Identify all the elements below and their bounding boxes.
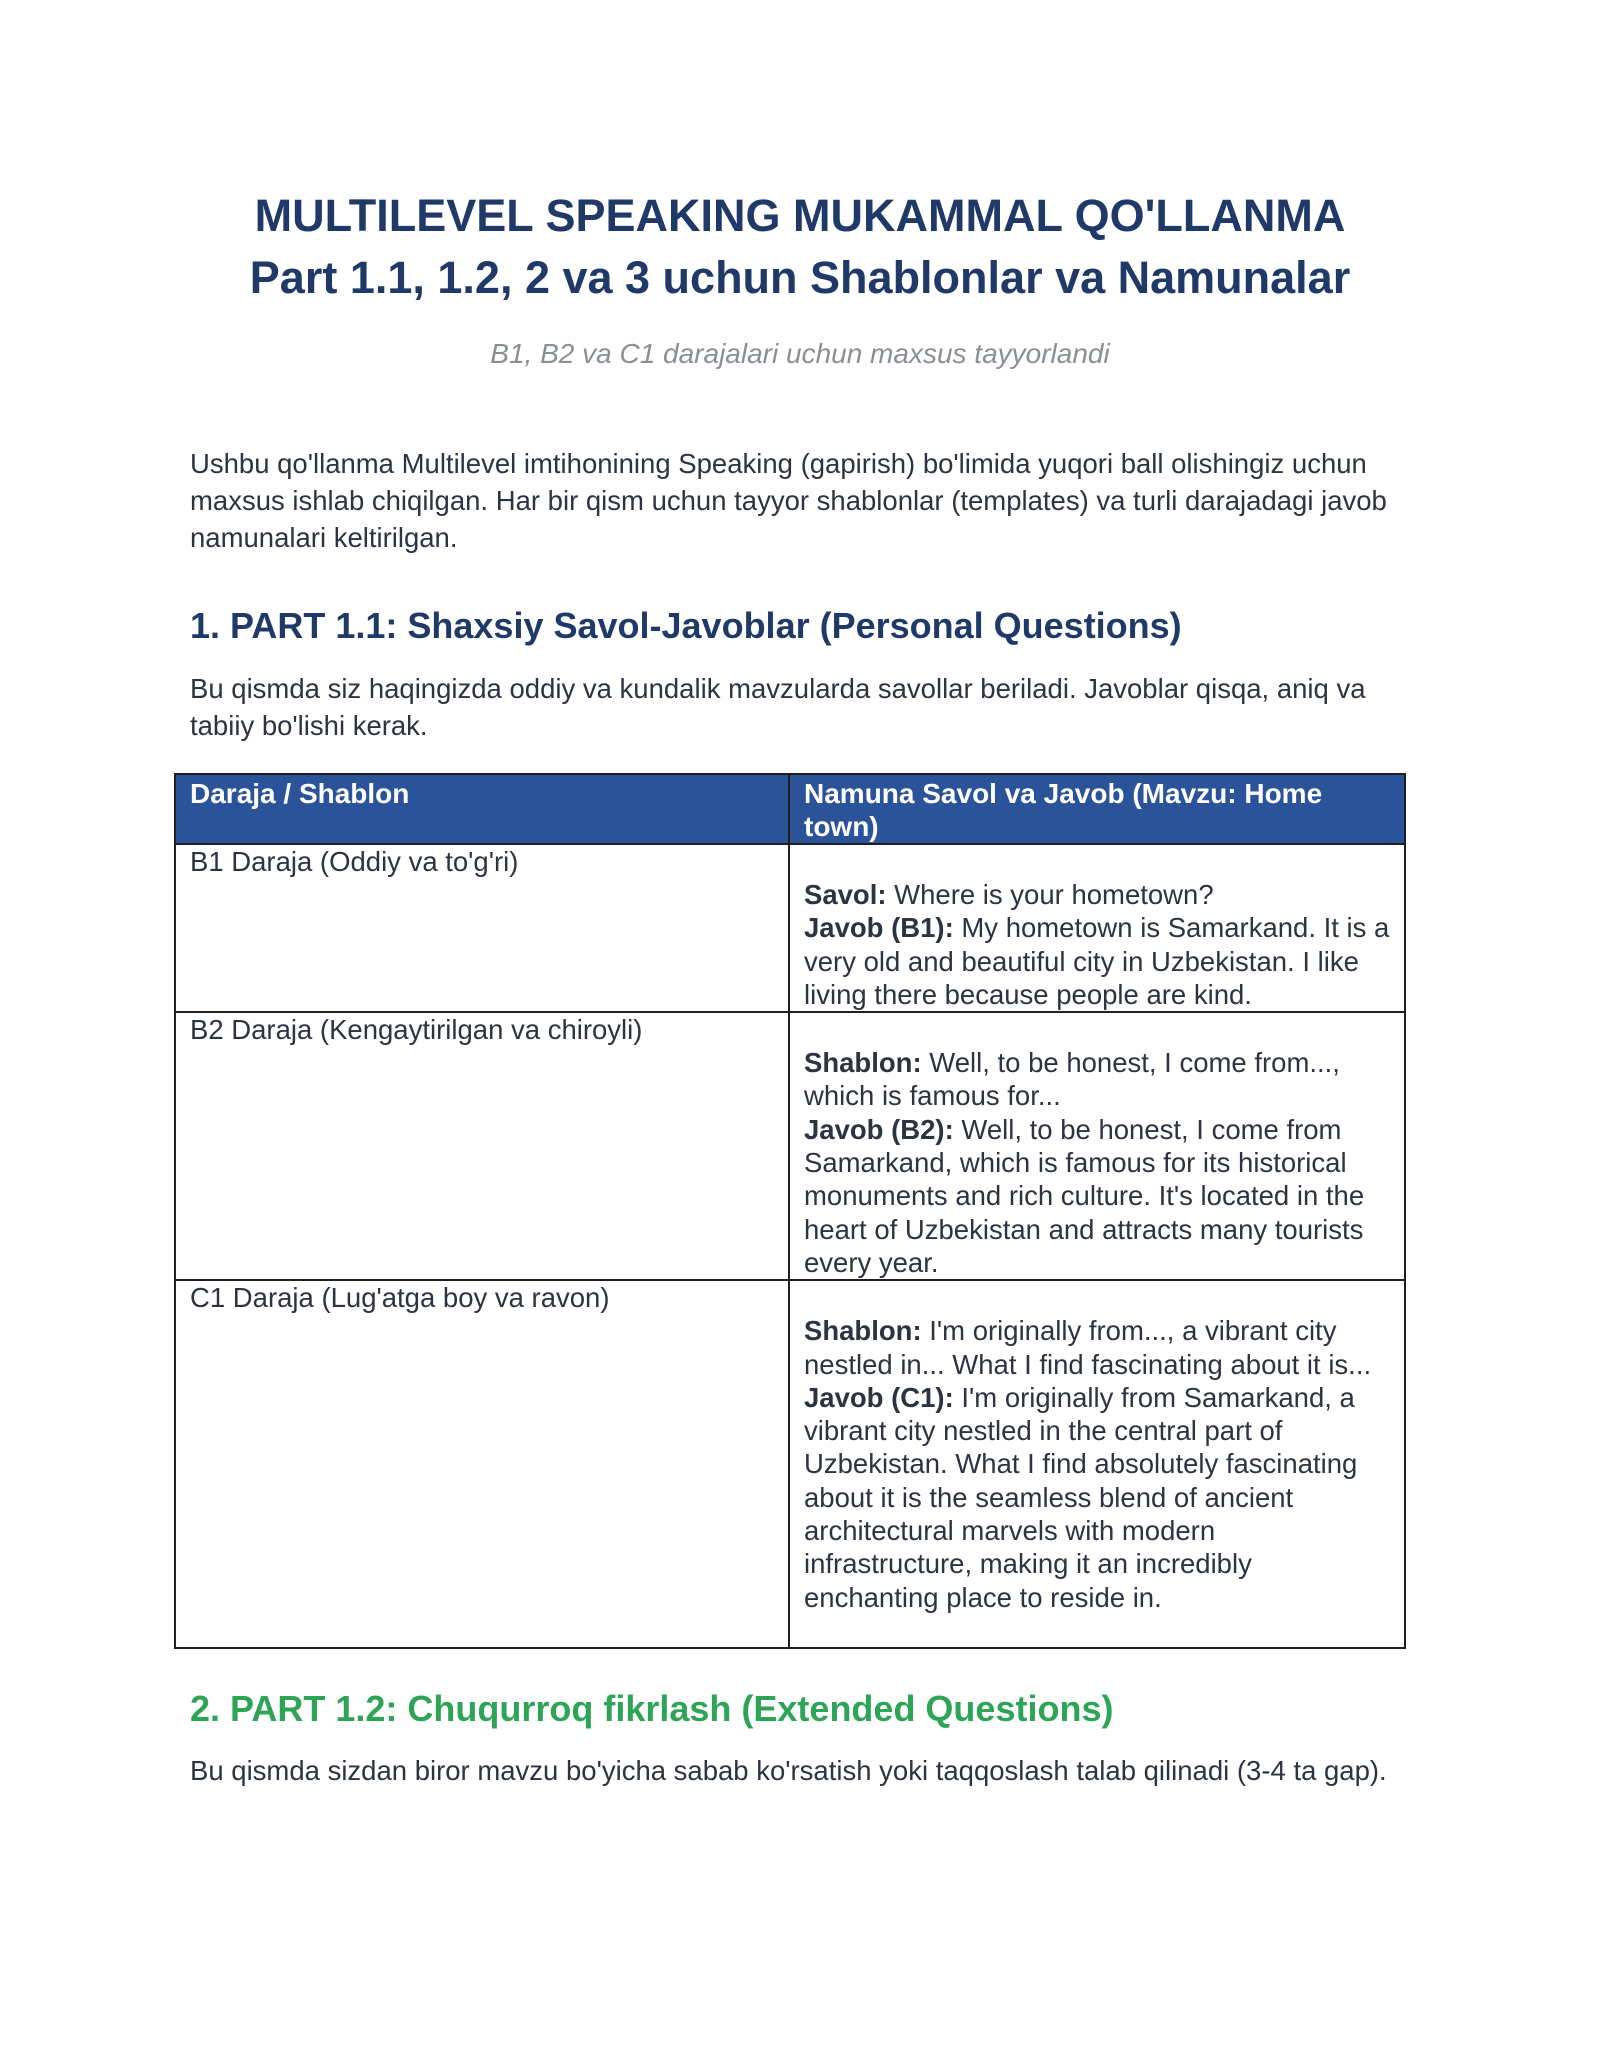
sample-text: Well, to be honest, I come from Samarkand, which is famous for its historical monuments and rich culture. It's located in the heart of Uzbekistan and attracts many tourists every year. (804, 1113, 1365, 1278)
sample-text: I'm originally from Samarkand, a vibrant city nestled in the central part of Uzbekistan. What I find absolutely fascinating about it is the seamless blend of ancient architectural marvels with modern infrastructure, making it an incredibly enchanting place to reside in. (804, 1381, 1358, 1613)
document-title-line-2: Part 1.1, 1.2, 2 va 3 uchun Shablonlar va Namunalar (249, 252, 1351, 303)
level-cell-b2: B2 Daraja (Kengaytirilgan va chiroyli) (175, 1012, 789, 1280)
part-1-1-template-table (174, 773, 1406, 1649)
table-header-row (175, 774, 1405, 844)
section-heading-part-1-2: 2. PART 1.2: Chuqurroq fikrlash (Extended Questions) (190, 1688, 1114, 1729)
sample-label: Javob (B2): (804, 1113, 954, 1145)
document-subtitle: B1, B2 va C1 darajalari uchun maxsus tayyorlandi (490, 338, 1110, 369)
table-row (175, 1280, 1405, 1648)
sample-label: Shablon: (804, 1315, 922, 1347)
sample-label: Javob (B1): (804, 912, 954, 944)
sample-text: Well, to be honest, I come from..., which is famous for... (804, 1047, 1340, 1112)
sample-cell-b2 (789, 1012, 1405, 1280)
intro-paragraph: Ushbu qo'llanma Multilevel imtihonining Speaking (gapirish) bo'limida yuqori ball olishingiz uchun maxsus ishlab chiqilgan. Har bir qism uchun tayyor shablonlar (templates) va turli darajadagi javob namunalari keltirilgan. (190, 448, 1387, 553)
sample-text: My hometown is Samarkand. It is a very old and beautiful city in Uzbekistan. I like living there because people are kind. (804, 912, 1390, 1010)
sample-cell-b1 (789, 844, 1405, 1012)
sample-label: Savol: (804, 879, 887, 910)
section-description-part-1-2: Bu qismda sizdan biror mavzu bo'yicha sabab ko'rsatish yoki taqqoslash talab qilinadi (3-4 ta gap). (190, 1755, 1387, 1786)
sample-label: Javob (C1): (804, 1381, 954, 1413)
sample-text: I'm originally from..., a vibrant city nestled in... What I find fascinating about it is... (804, 1315, 1372, 1380)
table-row (175, 844, 1405, 1012)
sample-label: Shablon: (804, 1047, 922, 1079)
section-description-part-1-1: Bu qismda siz haqingizda oddiy va kundalik mavzularda savollar beriladi. Javoblar qisqa, aniq va tabiiy bo'lishi kerak. (190, 673, 1366, 741)
table-row (175, 1012, 1405, 1280)
sample-cell-c1 (789, 1280, 1405, 1648)
sample-line (804, 878, 1390, 911)
sample-line (804, 1314, 1390, 1381)
table-header-level: Daraja / Shablon (175, 774, 789, 844)
sample-line (804, 1381, 1390, 1614)
sample-line (804, 911, 1390, 1011)
level-cell-b1: B1 Daraja (Oddiy va to'g'ri) (175, 844, 789, 1012)
section-heading-part-1-1: 1. PART 1.1: Shaxsiy Savol-Javoblar (Personal Questions) (190, 605, 1182, 646)
sample-line (804, 1046, 1390, 1113)
level-cell-c1: C1 Daraja (Lug'atga boy va ravon) (175, 1280, 789, 1648)
document-title-line-1: MULTILEVEL SPEAKING MUKAMMAL QO'LLANMA (254, 190, 1346, 241)
sample-text: Where is your hometown? (886, 879, 1214, 910)
table-header-sample: Namuna Savol va Javob (Mavzu: Home town) (789, 774, 1405, 844)
sample-line (804, 1113, 1390, 1279)
